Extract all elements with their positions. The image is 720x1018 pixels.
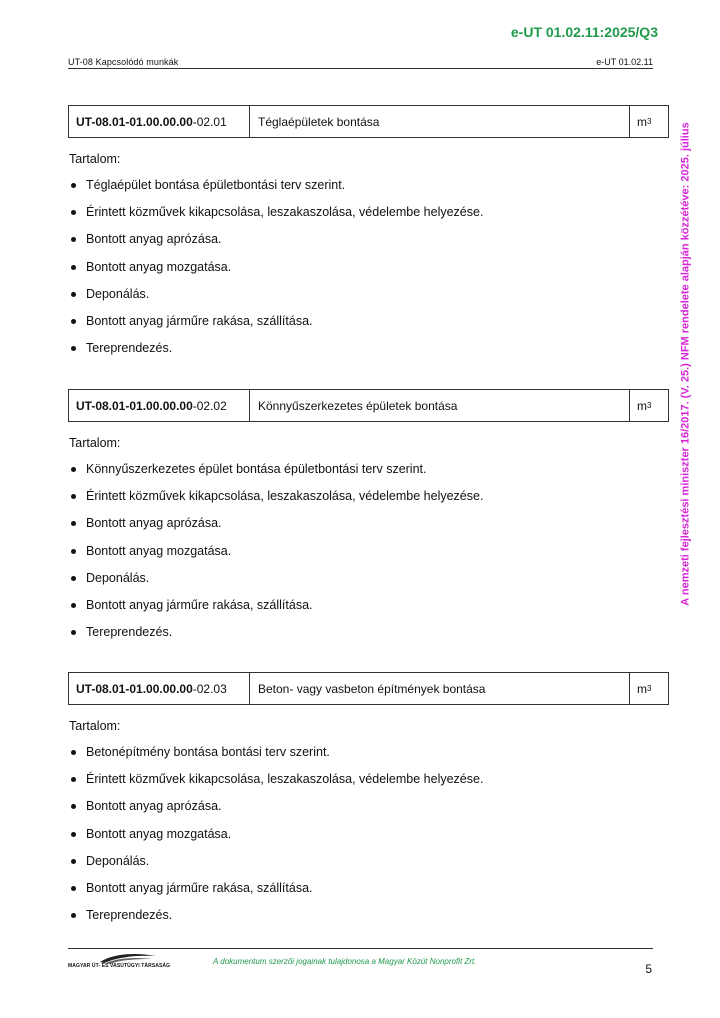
list-item: Betonépítmény bontása bontási terv szerint. (68, 739, 669, 766)
content-label: Tartalom: (69, 436, 121, 450)
logo-text: MAGYAR ÚT- ÉS VASÚTÜGYI TÁRSASÁG (68, 963, 171, 969)
unit-superscript: 3 (647, 117, 652, 126)
list-item: Tereprendezés. (68, 902, 669, 929)
publication-side-note (676, 98, 696, 629)
unit-superscript: 3 (647, 401, 652, 410)
unit-base: m (637, 681, 647, 696)
content-list (68, 456, 669, 646)
unit-base: m (637, 398, 647, 413)
copyright-notice: A dokumentum szerzői jogainak tulajdonosa a Magyar Közút Nonprofit Zrt. (213, 957, 477, 966)
item-unit (630, 673, 668, 704)
list-item: Bontott anyag aprózása. (68, 226, 669, 253)
work-item-section-2 (68, 389, 669, 646)
item-header-table (68, 672, 669, 705)
list-item: Bontott anyag mozgatása. (68, 254, 669, 281)
header-chapter-title: UT-08 Kapcsolódó munkák (68, 57, 179, 67)
item-code-suffix: -02.01 (192, 114, 227, 129)
header-doc-reference: e-UT 01.02.11 (596, 57, 653, 67)
content-label: Tartalom: (69, 719, 121, 733)
list-item: Érintett közművek kikapcsolása, leszakaszolása, védelembe helyezése. (68, 483, 669, 510)
list-item: Bontott anyag aprózása. (68, 510, 669, 537)
item-name: Könnyűszerkezetes épületek bontása (250, 390, 630, 421)
item-code (69, 673, 250, 704)
item-name: Beton- vagy vasbeton építmények bontása (250, 673, 630, 704)
side-note-text: A nemzeti fejlesztési miniszter 16/2017. (V. 25.) NFM rendelete alapján közzétéve: 2025. július (680, 121, 693, 606)
list-item: Bontott anyag mozgatása. (68, 821, 669, 848)
item-header-table (68, 389, 669, 422)
list-item: Deponálás. (68, 848, 669, 875)
item-unit (630, 106, 668, 137)
content-list (68, 739, 669, 929)
item-code-suffix: -02.02 (192, 398, 227, 413)
item-code (69, 390, 250, 421)
list-item: Tereprendezés. (68, 335, 669, 362)
running-header (68, 57, 653, 69)
item-unit (630, 390, 668, 421)
item-header-table (68, 105, 669, 138)
item-name: Téglaépületek bontása (250, 106, 630, 137)
list-item: Tereprendezés. (68, 619, 669, 646)
list-item: Érintett közművek kikapcsolása, leszakaszolása, védelembe helyezése. (68, 766, 669, 793)
unit-superscript: 3 (647, 684, 652, 693)
item-code-main: UT-08.01-01.00.00.00 (76, 681, 193, 696)
page-number: 5 (645, 962, 652, 976)
footer-divider (68, 948, 653, 949)
organization-logo (68, 952, 188, 972)
list-item: Bontott anyag aprózása. (68, 793, 669, 820)
content-label: Tartalom: (69, 152, 121, 166)
item-code-suffix: -02.03 (192, 681, 227, 696)
list-item: Deponálás. (68, 281, 669, 308)
unit-base: m (637, 114, 647, 129)
work-item-section-3 (68, 672, 669, 929)
item-code (69, 106, 250, 137)
list-item: Bontott anyag járműre rakása, szállítása. (68, 592, 669, 619)
item-code-main: UT-08.01-01.00.00.00 (76, 114, 193, 129)
item-code-main: UT-08.01-01.00.00.00 (76, 398, 193, 413)
work-item-section-1 (68, 105, 669, 362)
list-item: Deponálás. (68, 565, 669, 592)
list-item: Téglaépület bontása épületbontási terv szerint. (68, 172, 669, 199)
document-code: e-UT 01.02.11:2025/Q3 (510, 24, 658, 40)
list-item: Bontott anyag járműre rakása, szállítása. (68, 875, 669, 902)
list-item: Könnyűszerkezetes épület bontása épületbontási terv szerint. (68, 456, 669, 483)
list-item: Bontott anyag mozgatása. (68, 538, 669, 565)
content-list (68, 172, 669, 362)
list-item: Bontott anyag járműre rakása, szállítása. (68, 308, 669, 335)
list-item: Érintett közművek kikapcsolása, leszakaszolása, védelembe helyezése. (68, 199, 669, 226)
